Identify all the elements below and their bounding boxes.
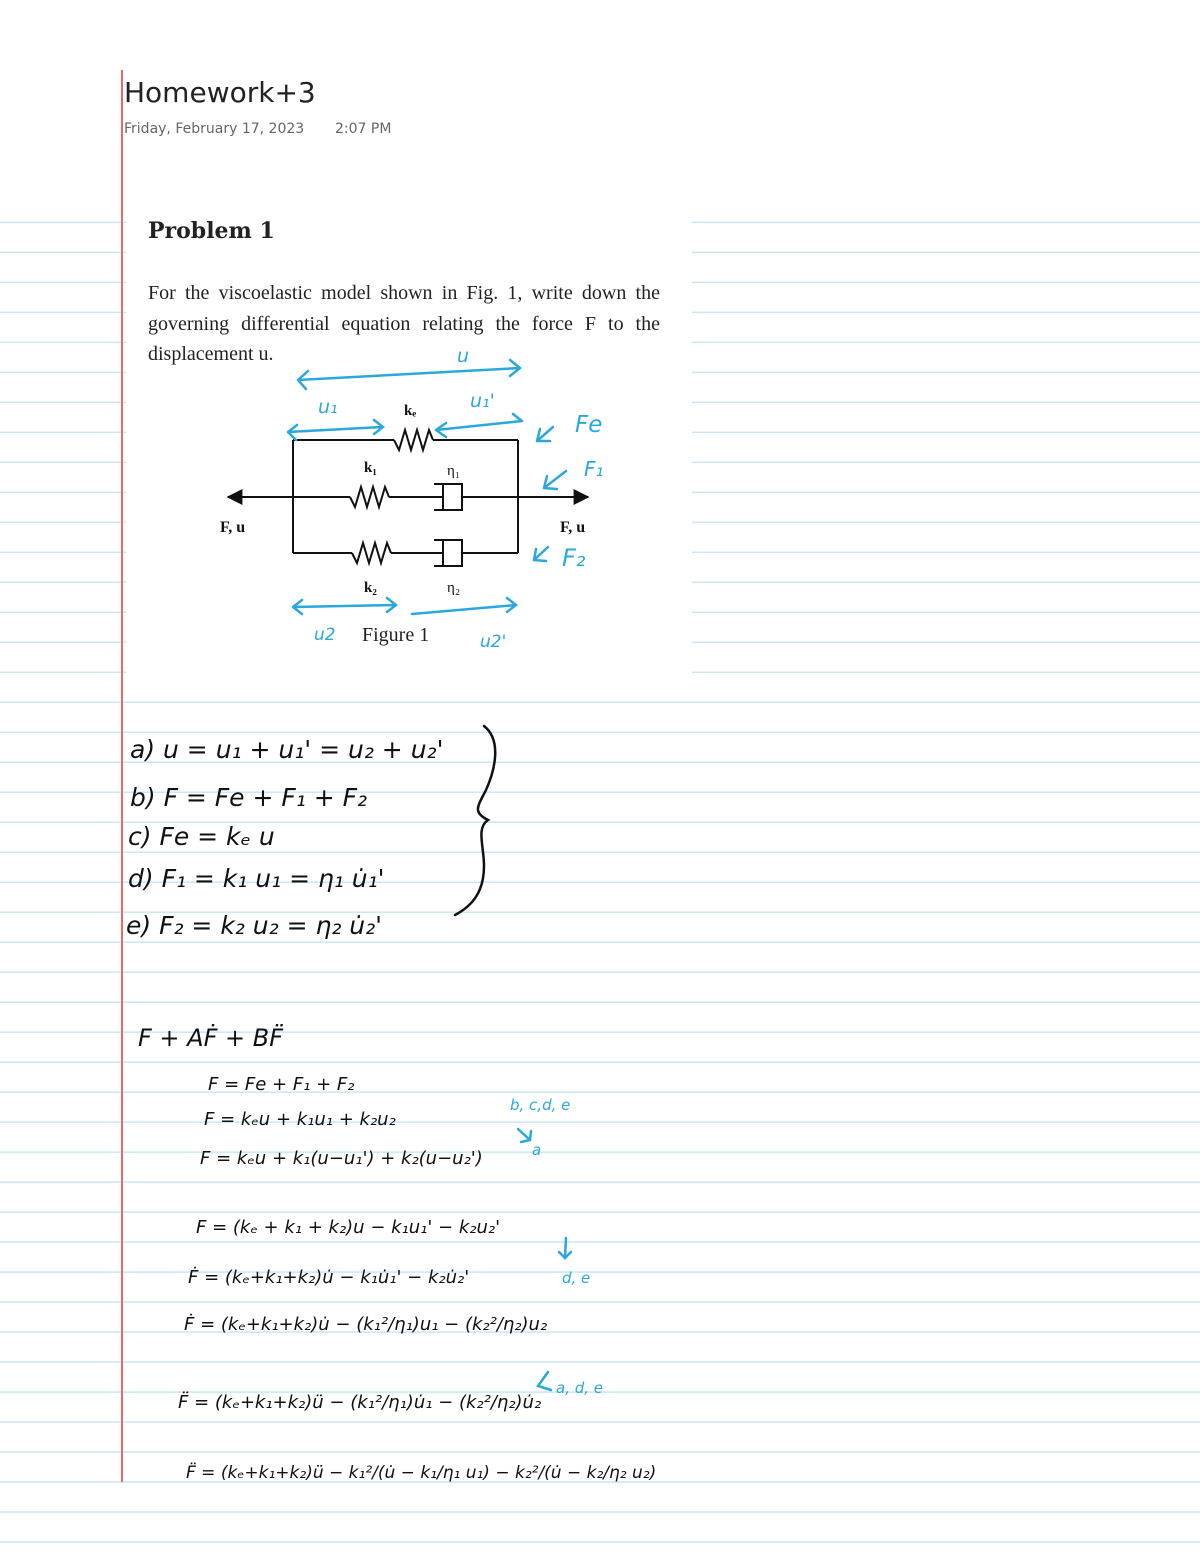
eq-b: b) F = Fe + F₁ + F₂: [130, 783, 368, 812]
blue-note-de: d, e: [562, 1269, 591, 1287]
page-date: Friday, February 17, 2023: [124, 121, 305, 137]
blue-u-top: u: [457, 345, 470, 367]
step-4: F = (kₑ + k₁ + k₂)u − k₁u₁' − k₂u₂': [196, 1217, 501, 1238]
target-form: F + AḞ + BF̈: [138, 1024, 284, 1052]
blue-Fe: Fe: [575, 412, 603, 438]
label-eta1: η₁: [447, 463, 461, 479]
step-2: F = kₑu + k₁u₁ + k₂u₂: [204, 1109, 396, 1130]
step-5: Ḟ = (kₑ+k₁+k₂)u̇ − k₁u̇₁' − k₂u̇₂': [188, 1267, 470, 1288]
label-eta2: η₂: [447, 580, 461, 596]
problem-text: For the viscoelastic model shown in Fig. 1, write down the governing differential equation relating the force F to the displacement u.: [148, 282, 660, 365]
step-3: F = kₑu + k₁(u−u₁') + k₂(u−u₂'): [200, 1148, 483, 1169]
step-1: F = Fe + F₁ + F₂: [208, 1074, 355, 1095]
label-ke: kₑ: [404, 403, 417, 419]
curly-brace: [455, 726, 495, 915]
eq-c: c) Fe = kₑ u: [128, 822, 275, 851]
blue-u1-prime: u₁': [470, 390, 495, 412]
blue-note-a: a: [532, 1141, 542, 1159]
step-6: Ḟ = (kₑ+k₁+k₂)u̇ − (k₁²/η₁)u₁ − (k₂²/η₂)u₂: [184, 1314, 548, 1335]
step-7: F̈ = (kₑ+k₁+k₂)ü − (k₁²/η₁)u̇₁ − (k₂²/η₂)u̇₂: [178, 1392, 542, 1413]
page-title: Homework+3: [124, 76, 316, 109]
blue-F2: F₂: [562, 544, 586, 572]
eq-a: a) u = u₁ + u₁' = u₂ + u₂': [130, 735, 444, 764]
blue-note-bcde: b, c,d, e: [510, 1096, 571, 1114]
label-k1: k₁: [364, 460, 377, 476]
label-left-end: F, u: [220, 519, 246, 536]
page-time: 2:07 PM: [335, 121, 392, 137]
step-8: F̈ = (kₑ+k₁+k₂)ü − k₁²/(u̇ − k₁/η₁ u₁) − k₂²/(u̇ − k₂/η₂ u₂): [186, 1463, 657, 1483]
eq-e: e) F₂ = k₂ u₂ = η₂ u̇₂': [126, 911, 383, 940]
label-k2: k₂: [364, 580, 377, 596]
figure-caption: Figure 1: [362, 624, 430, 646]
blue-u1: u₁: [318, 396, 338, 418]
problem-heading: Problem 1: [148, 218, 275, 244]
blue-u2-prime: u2': [480, 632, 507, 652]
viscoelastic-diagram: [228, 430, 588, 566]
blue-note-ade: a, d, e: [556, 1379, 604, 1397]
blue-u2: u2: [314, 625, 336, 645]
label-right-end: F, u: [560, 519, 586, 536]
blue-F1: F₁: [584, 457, 604, 481]
eq-d: d) F₁ = k₁ u₁ = η₁ u̇₁': [128, 864, 385, 893]
